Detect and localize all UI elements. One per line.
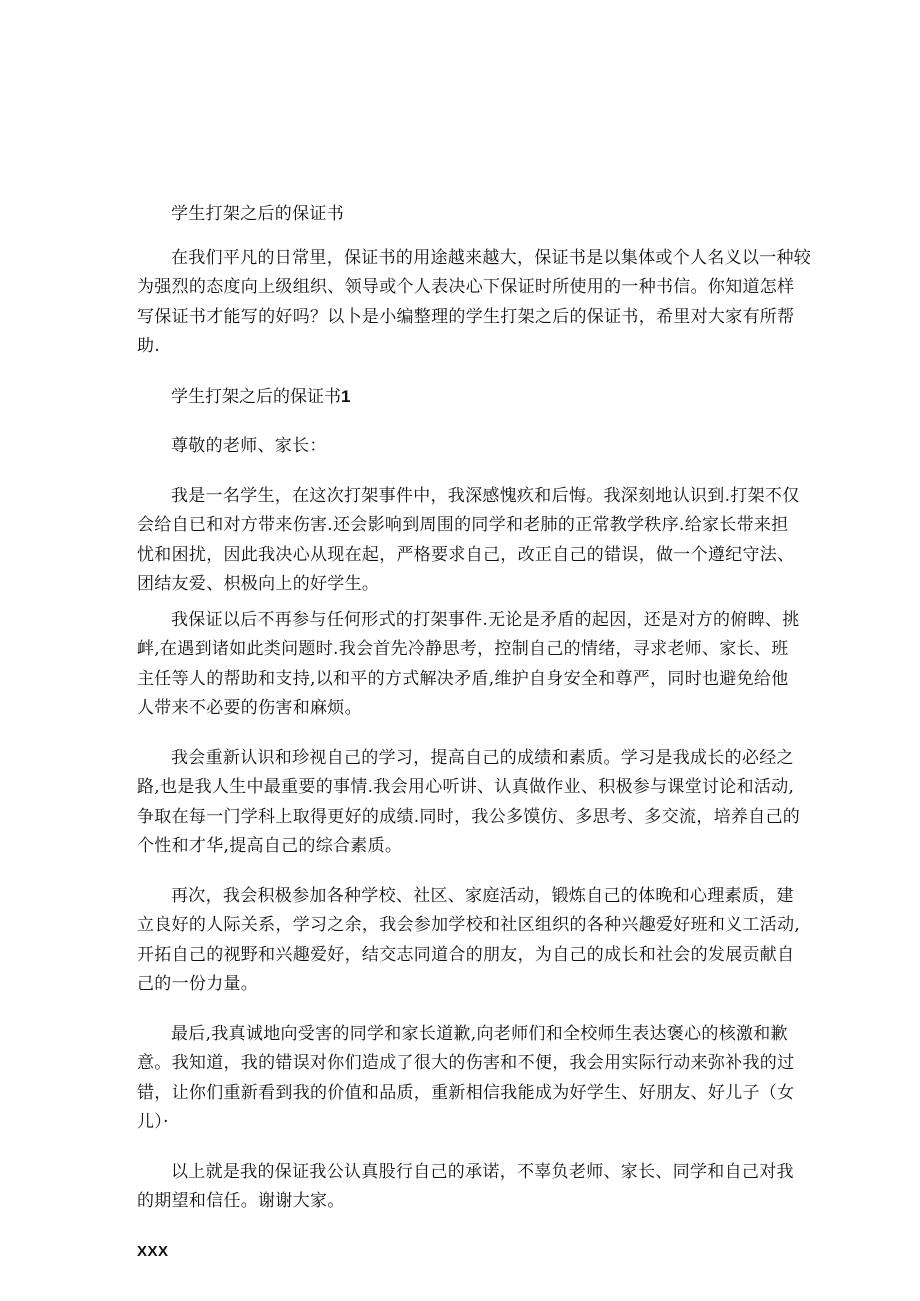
paragraph-line: 最后,我真诚地向受害的同学和家长道歉,向老师们和全校师生表达褒心的核激和歉: [171, 1023, 788, 1044]
paragraph-line: 我保证以后不再参与任何形式的打架事件.无论是矛盾的起因，还是对方的俯睥、挑: [171, 609, 800, 630]
paragraph-line: 主任等人的帮助和支持,以和平的方式解决矛盾,维护自身安全和尊严，同时也避免给他: [137, 668, 789, 689]
paragraph-line: 助.: [137, 336, 161, 356]
intro-paragraph: [137, 244, 812, 362]
paragraph-line: 团结友爱、枳极向上的好学生。: [137, 574, 380, 594]
paragraph-line: 我是一名学生，在这次打架事件中，我深感愧疚和后悔。我深刻地认识到.打架不仅: [171, 485, 800, 506]
paragraph-line: 己的一份力量。: [137, 974, 259, 994]
document-body: [137, 200, 812, 1266]
paragraph-line: 在我们平凡的日常里，保证书的用途越来越大，保证书是以集体或个人名义以一种较: [171, 247, 812, 268]
paragraph-line: 衅,在遇到诸如此类问题时.我会首先冷静思考，控制自己的情绪，寻求老师、家长、班: [137, 639, 789, 659]
document-title: 学生打架之后的保证书: [171, 204, 344, 224]
paragraph-line: 忧和困扰，因此我决心从现在起，严格要求自己，改正自己的错误，做一个遵纪守法、: [137, 544, 795, 565]
signature: XXX: [137, 1242, 169, 1260]
body-paragraph-3: [137, 744, 801, 862]
paragraph-line: 我会重新认识和珍视自己的学习，提高自己的成绩和素质。学习是我成长的必经之: [171, 747, 794, 768]
paragraph-line: 立良好的人际关系，学习之余，我会参加学校和社区组织的各种兴趣爱好班和义工活动,: [137, 915, 801, 935]
paragraph-line: 的期望和信任。谢谢大家。: [137, 1191, 345, 1211]
paragraph-line: 路,也是我人生中最重要的事情.我会用心听讲、认真做作业、积极参与课堂讨论和活动,: [137, 777, 795, 797]
paragraph-line: 错，让你们重新看到我的价值和品质，重新相信我能成为好学生、好朋友、好儿子（女: [137, 1082, 795, 1103]
paragraph-line: 个性和才华,提高自己的综合素质。: [137, 836, 403, 856]
section-title-text: 学生打架之后的保证书: [171, 386, 341, 407]
paragraph-line: 写保证书才能写的好吗？以卜是小编整理的学生打架之后的保证书，希里对大家有所帮: [137, 306, 795, 327]
section-title-number: 1: [341, 386, 351, 406]
paragraph-line: 儿）·: [137, 1112, 169, 1132]
paragraph-line: 人带来不必要的伤害和麻烦。: [137, 698, 362, 718]
salutation: 尊敬的老师、家长：: [171, 436, 327, 456]
paragraph-line: 以上就是我的保证我公认真股行自己的承诺，不辜负老师、家长、同学和自己对我: [171, 1161, 794, 1182]
paragraph-line: 意。我知道，我的错误对你们造成了很大的伤害和不便，我会用实际行动来弥补我的过: [137, 1053, 795, 1073]
body-paragraph-2: [137, 606, 800, 724]
closing-paragraph: [137, 1158, 794, 1217]
paragraph-line: 开拓自己的视野和兴趣爱好，结交志同道合的朋友，为自己的成长和社会的发展贡献自: [137, 944, 795, 965]
paragraph-line: 为强烈的态度向上级组织、领导或个人表决心下保证时所使用的一种书信。你知道怎样: [137, 277, 795, 297]
body-paragraph-4: [137, 882, 801, 1000]
body-paragraph-5: [137, 1020, 795, 1138]
paragraph-line: 再次，我会积极参加各种学校、社区、家庭活动，锻炼自己的体晚和心理素质，建: [171, 885, 794, 906]
section-title: [137, 382, 791, 413]
paragraph-line: 会给自已和对方带来伤害.还会影响到周围的同学和老肺的正常教学秩序.给家长带来担: [137, 515, 789, 535]
paragraph-line: 争取在每一门学科上取得更好的成绩.同时，我公多馍仿、多思考、多交流，培养自己的: [137, 806, 801, 827]
body-paragraph-1: [137, 482, 800, 600]
